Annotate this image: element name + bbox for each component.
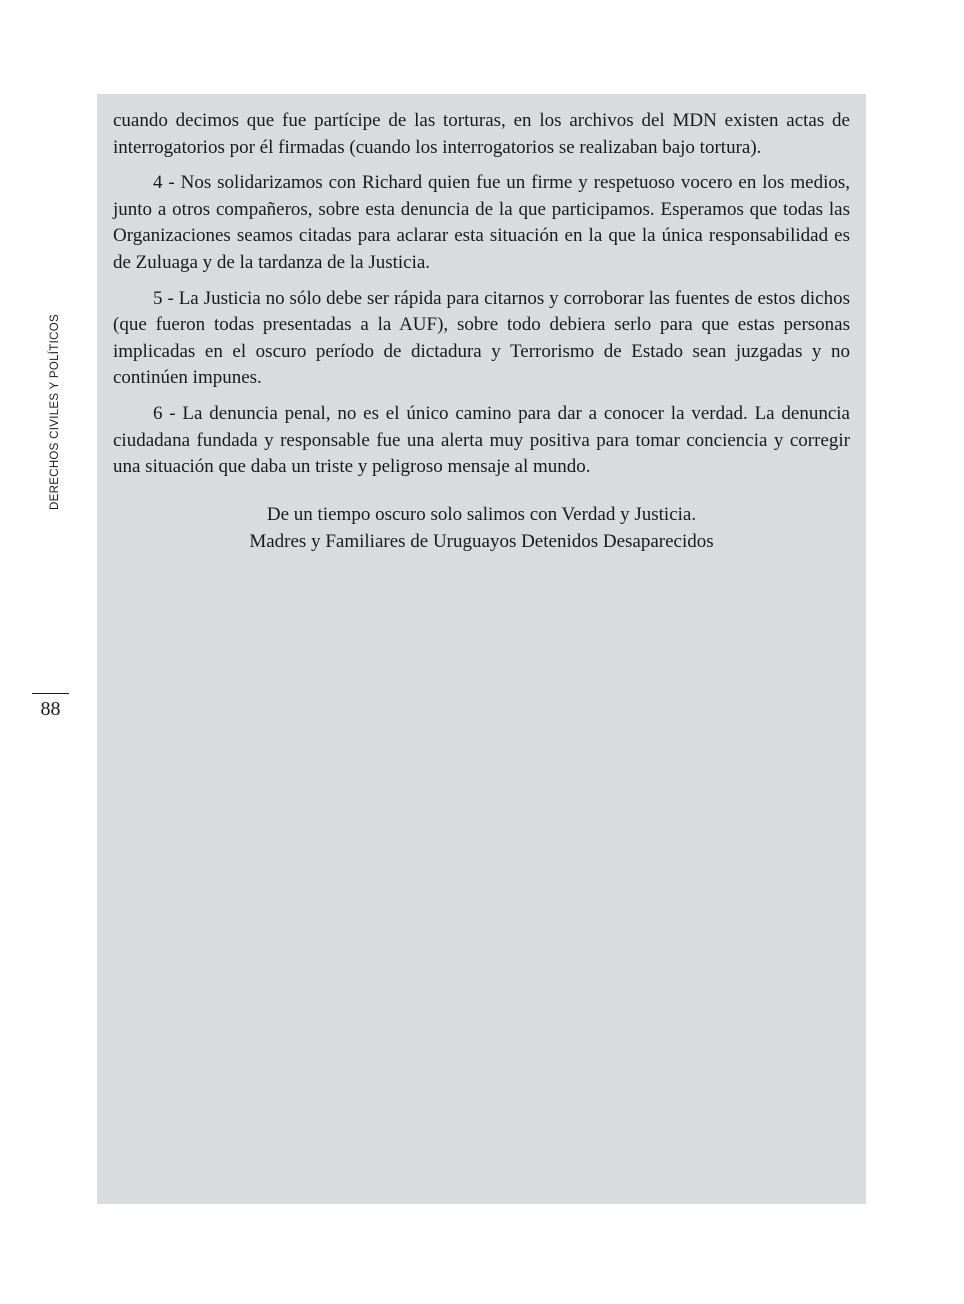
closing-signature <box>113 501 850 555</box>
page-number: 88 <box>40 698 61 720</box>
text-panel <box>97 94 866 1204</box>
paragraph-point-6: 6 - La denuncia penal, no es el único camino para dar a conocer la verdad. La denuncia ciudadana fundada y responsable fue una alerta muy positiva para tomar conciencia y corregir una situación que daba un triste y peligroso mensaje al mundo. <box>113 402 850 478</box>
paragraph-point-4: 4 - Nos solidarizamos con Richard quien fue un firme y respetuoso vocero en los medios, junto a otros compañeros, sobre esta denuncia de la que participamos. Esperamos que todas las Organizaciones seamos citadas para aclarar esta situación en la que la única responsabilidad es de Zuluaga y de la tardanza de la Justicia. <box>113 172 850 273</box>
closing-motto: De un tiempo oscuro solo salimos con Verdad y Justicia. <box>266 503 697 525</box>
section-running-head: DERECHOS CIVILES Y POLÍTICOS <box>49 314 61 510</box>
page-number-rule <box>32 693 69 694</box>
paragraph-point-5: 5 - La Justicia no sólo debe ser rápida para citarnos y corroborar las fuentes de estos dichos (que fueron todas presentadas a la AUF), sobre todo debiera serlo para que estas personas implicadas en el oscuro período de dictadura y Terrorismo de Estado sean juzgadas y no continúen impunes. <box>113 287 850 389</box>
closing-organization: Madres y Familiares de Uruguayos Detenidos Desaparecidos <box>249 530 714 552</box>
paragraph-continuation: cuando decimos que fue partícipe de las torturas, en los archivos del MDN existen actas de interrogatorios por él firmadas (cuando los interrogatorios se realizaban bajo tortura). <box>113 110 850 158</box>
